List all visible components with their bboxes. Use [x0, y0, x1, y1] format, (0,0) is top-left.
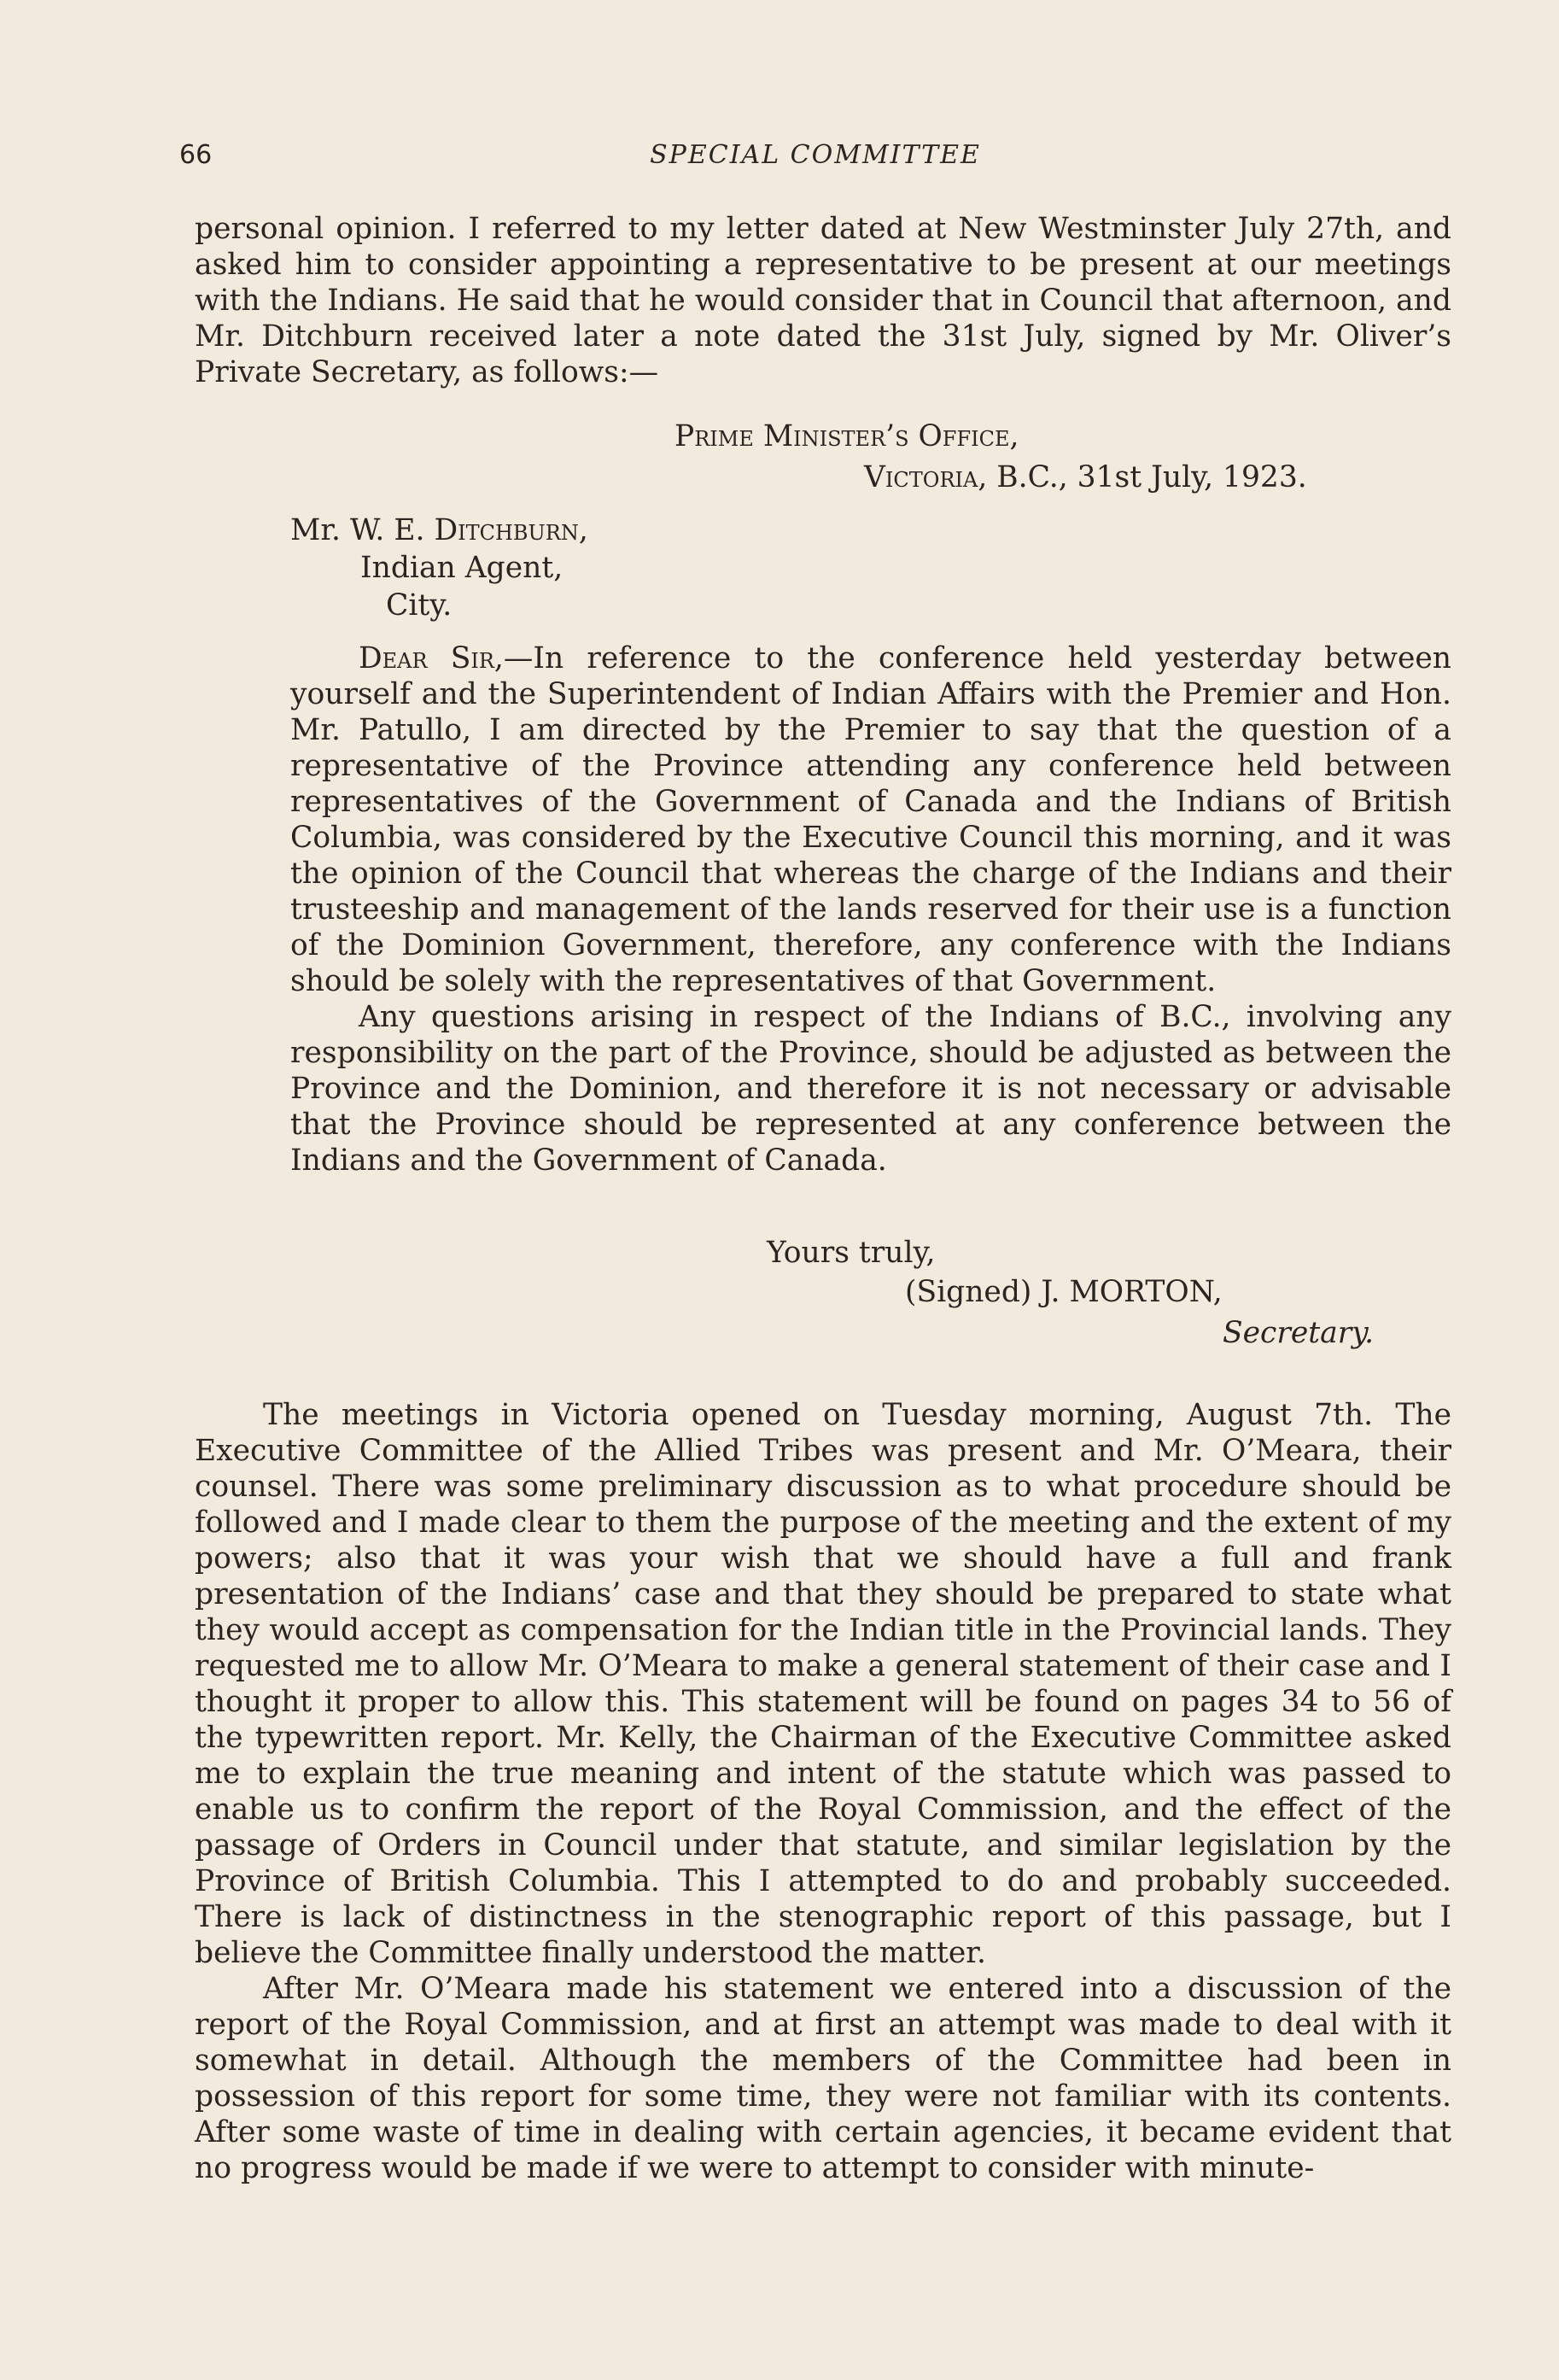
- intro-paragraph-text: personal opinion. I referred to my letter dated at New Westminster July 27th, and asked him to consider appointing a representative to be present at our meetings with the Indians. He said that he would consider that in Council that afternoon, and Mr. Ditchburn received later a note dated the 31st July, signed by Mr. Oliver’s Private Secretary, as follows:—: [195, 212, 1451, 389]
- letter-signature: (Signed) J. MORTON,: [905, 1275, 1223, 1309]
- letter-closing: Yours truly,: [767, 1236, 936, 1270]
- addressee-surname: Ditchburn,: [434, 513, 588, 547]
- letter-body: [290, 640, 1451, 1178]
- letter-paragraph-2: Any questions arising in respect of the Indians of B.C., involving any responsibility on the part of the Province, should be adjusted as between the Province and the Dominion, and therefore it is not necessary or advisable that the Province should be represented at any conference between the Indians and the Government of Canada.: [290, 1000, 1451, 1178]
- meetings-paragraph-2: After Mr. O’Meara made his statement we entered into a discussion of the report of the Royal Commission, and at first an attempt was made to deal with it somewhat in detail. Although the members of the Committee had been in possession of this report for some time, they were not familiar with its contents. After some waste of time in dealing with certain agencies, it became evident that no progress would be made if we were to attempt to consider with minute-: [195, 1972, 1451, 2185]
- meetings-paragraph-1: The meetings in Victoria opened on Tuesday morning, August 7th. The Executive Committee of the Allied Tribes was present and Mr. O’Meara, their counsel. There was some preliminary discussion as to what procedure should be followed and I made clear to them the purpose of the meeting and the extent of my powers; also that it was your wish that we should have a full and frank presentation of the Indians’ case and that they should be prepared to state what they would accept as compensation for the Indian title in the Provincial lands. They requested me to allow Mr. O’Meara to make a general statement of their case and I thought it proper to allow this. This statement will be found on pages 34 to 56 of the typewritten report. Mr. Kelly, the Chairman of the Executive Committee asked me to explain the true meaning and intent of the statute which was passed to enable us to confirm the report of the Royal Commission, and the effect of the passage of Orders in Council under that statute, and similar legislation by the Province of British Columbia. This I attempted to do and probably succeeded. There is lack of distinctness in the stenographic report of this passage, but I believe the Committee finally understood the matter.: [195, 1398, 1451, 1970]
- letter-office-line: Prime Minister’s Office,: [674, 419, 1019, 453]
- page-number: 66: [179, 140, 213, 170]
- letter-salutation: Dear Sir,: [359, 641, 504, 675]
- letter-paragraph-1: [290, 640, 1451, 999]
- addressee-prefix: Mr. W. E.: [290, 513, 435, 547]
- letter-paragraph-1-text: —In reference to the conference held yesterday between yourself and the Superintendent of Indian Affairs with the Premier and Hon. Mr. Patullo, I am directed by the Premier to say that the question of a representative of the Province attending any conference held between representatives of the Government of Canada and the Indians of British Columbia, was considered by the Executive Council this morning, and it was the opinion of the Council that whereas the charge of the Indians and their trusteeship and management of the lands reserved for their use is a function of the Dominion Government, therefore, any conference with the Indians should be solely with the representatives of that Government.: [290, 641, 1452, 998]
- letter-place-date-line: [864, 459, 1307, 495]
- letter-place: Victoria,: [864, 460, 988, 494]
- meetings-section: [195, 1397, 1451, 2186]
- running-title: SPECIAL COMMITTEE: [650, 140, 981, 170]
- intro-paragraph: [195, 211, 1451, 390]
- letter-signer-title: Secretary.: [1223, 1316, 1375, 1350]
- letter-addressee-city: City.: [386, 588, 453, 623]
- letter-date: B.C., 31st July, 1923.: [987, 460, 1307, 494]
- letter-addressee-name: [290, 512, 588, 548]
- page-header: [179, 140, 1451, 178]
- letter-addressee-title: Indian Agent,: [360, 551, 563, 585]
